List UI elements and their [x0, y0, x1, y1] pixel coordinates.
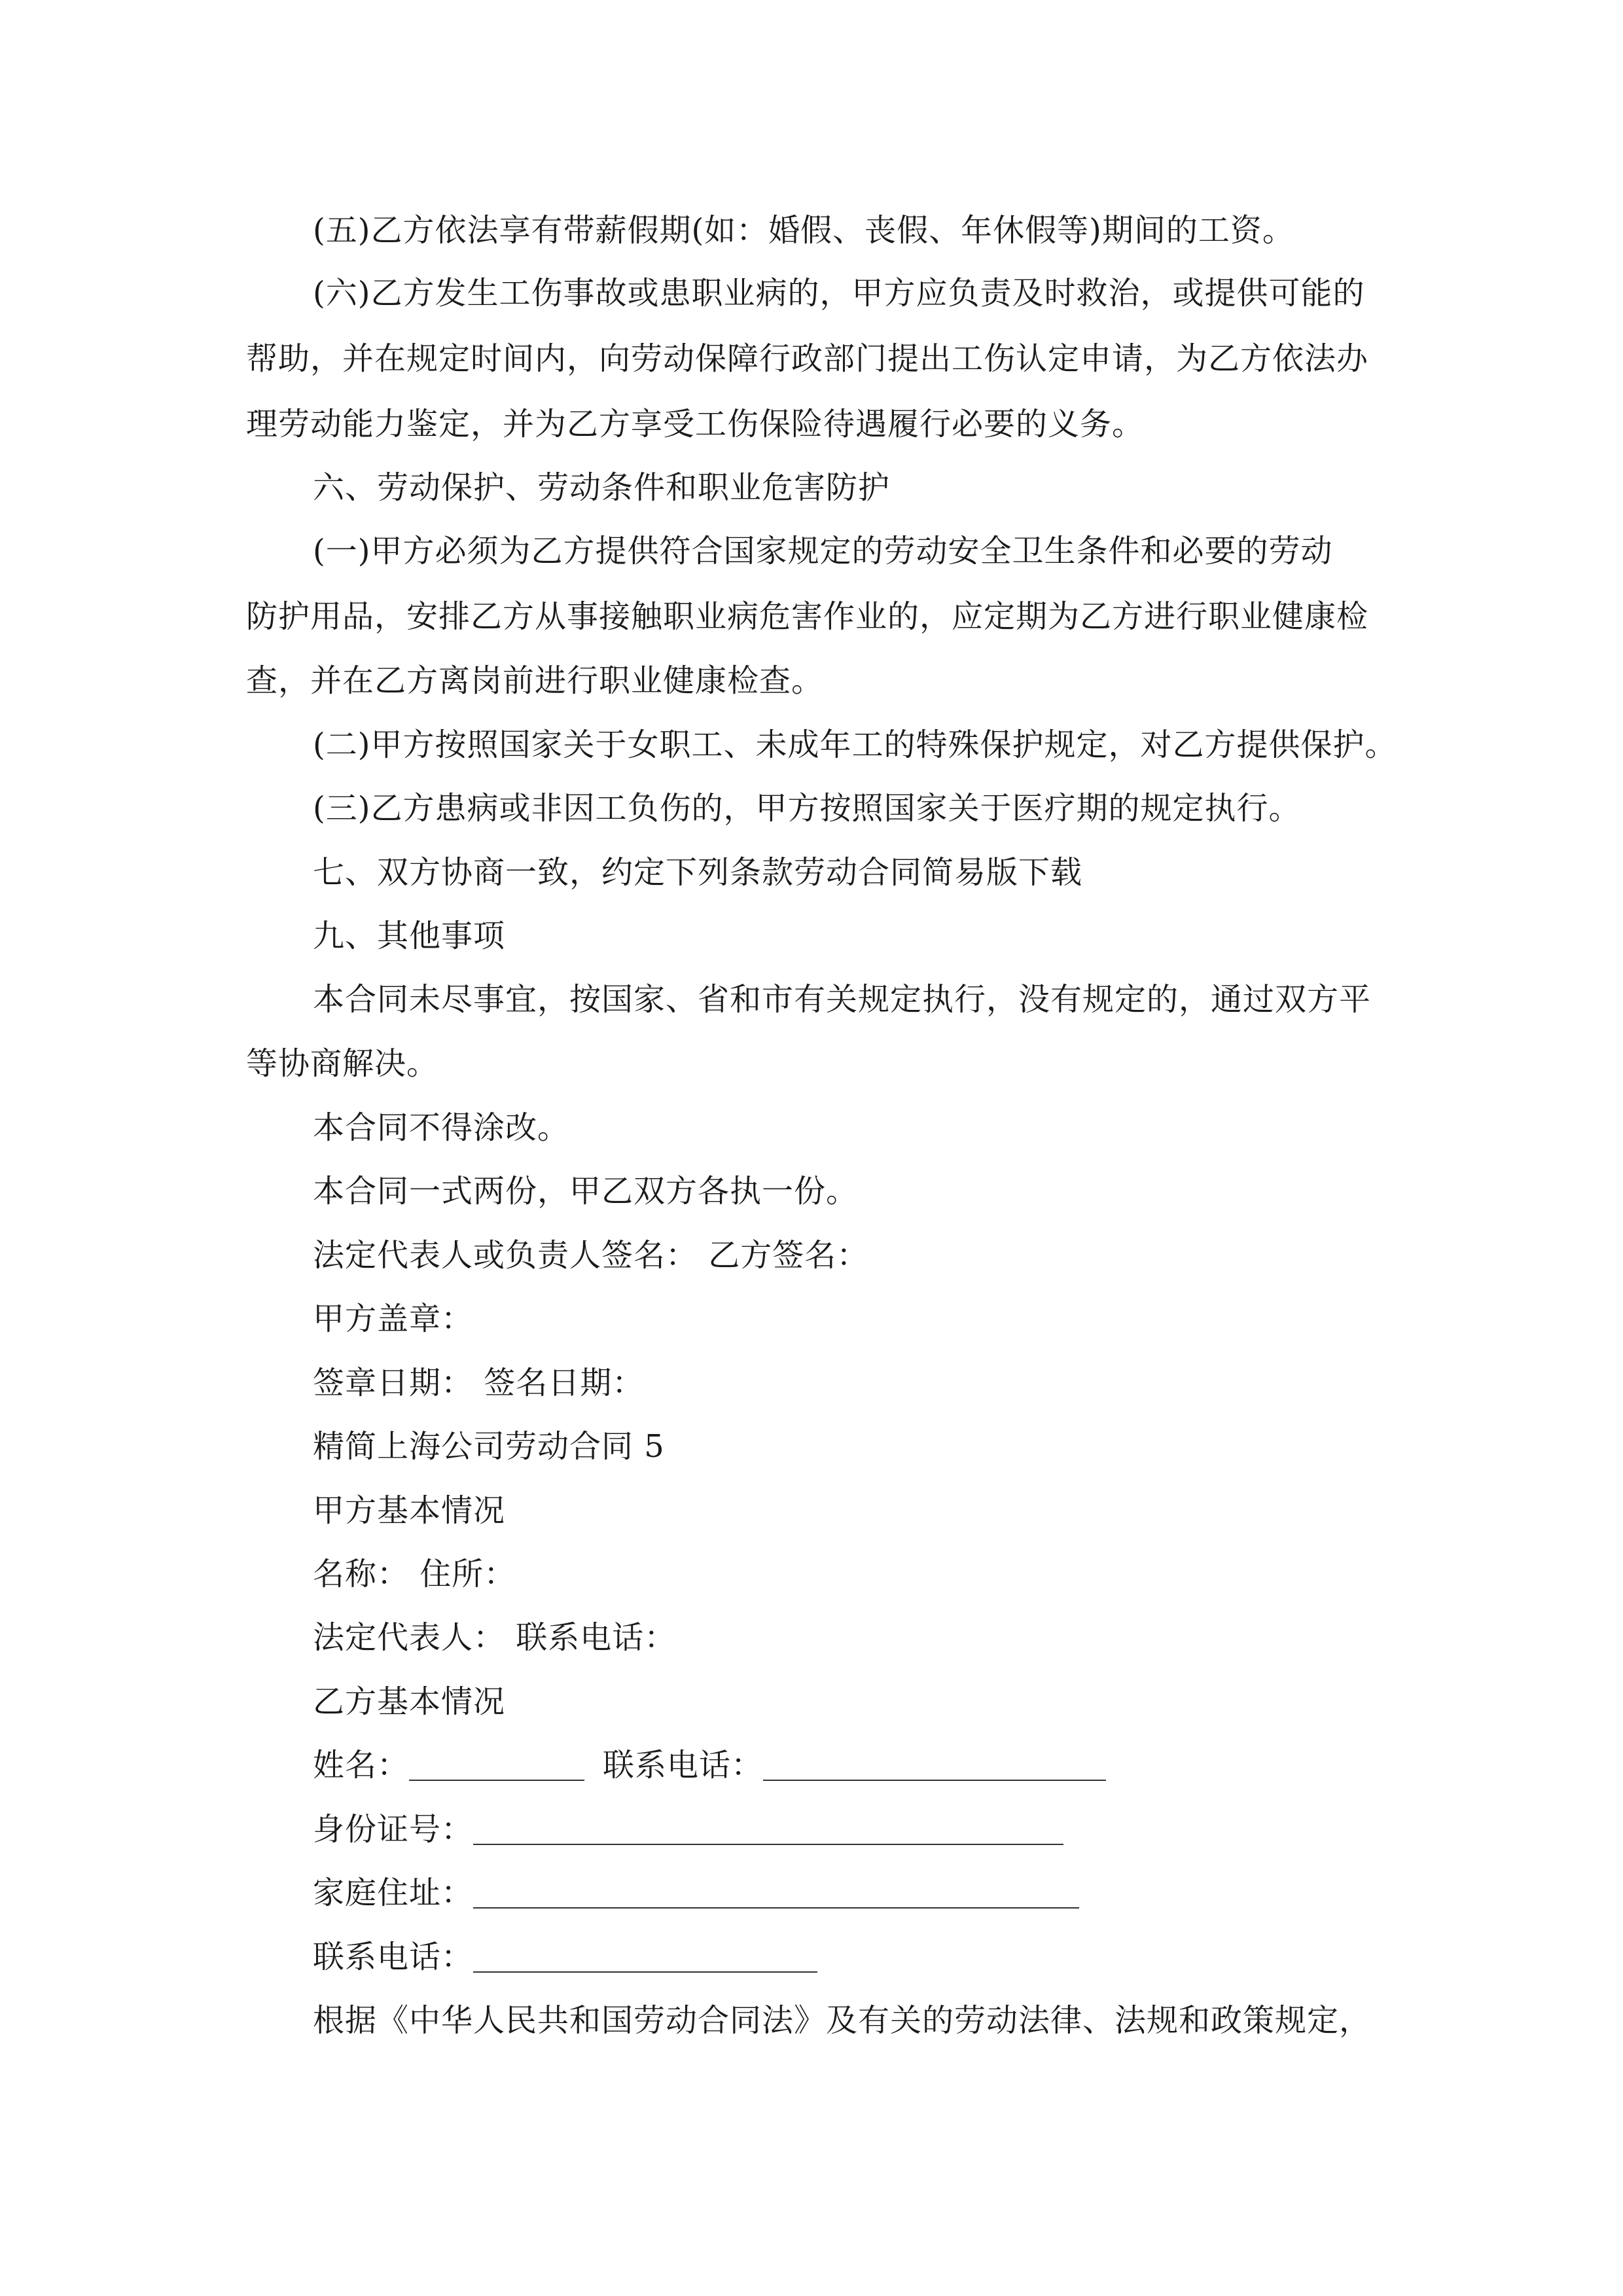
paragraph-wage-leave: (五)乙方依法享有带薪假期(如：婚假、丧假、年休假等)期间的工资。 — [313, 212, 1294, 249]
name-label: 姓名： — [313, 1747, 410, 1784]
paragraph-sick-leave: (三)乙方患病或非因工负伤的，甲方按照国家关于医疗期的规定执行。 — [313, 790, 1301, 827]
signature-line-3: 签章日期： 签名日期： — [313, 1365, 645, 1401]
paragraph-protection-line2: 防护用品，安排乙方从事接触职业病危害作业的，应定期为乙方进行职业健康检 — [246, 598, 1369, 635]
section-heading-9: 九、其他事项 — [313, 918, 506, 954]
contract-title-5: 精简上海公司劳动合同 5 — [313, 1428, 665, 1465]
paragraph-other-line1: 本合同未尽事宜，按国家、省和市有关规定执行，没有规定的，通过双方平 — [313, 981, 1372, 1018]
section-heading-6: 六、劳动保护、劳动条件和职业危害防护 — [313, 469, 891, 506]
name-blank[interactable] — [409, 1749, 584, 1781]
party-b-name-phone-row — [313, 1746, 1106, 1785]
party-b-heading: 乙方基本情况 — [313, 1683, 506, 1720]
party-b-id-row — [313, 1810, 1063, 1849]
paragraph-injury-line2: 帮助，并在规定时间内，向劳动保障行政部门提出工伤认定申请，为乙方依法办 — [246, 340, 1369, 377]
paragraph-no-alteration: 本合同不得涂改。 — [313, 1109, 570, 1146]
paragraph-copies: 本合同一式两份，甲乙双方各执一份。 — [313, 1173, 859, 1210]
address-label: 家庭住址： — [313, 1874, 474, 1911]
party-b-contact-row — [313, 1937, 817, 1977]
contact-blank[interactable] — [473, 1941, 817, 1973]
contact-label: 联系电话： — [313, 1939, 474, 1975]
address-blank[interactable] — [473, 1877, 1079, 1909]
id-label: 身份证号： — [313, 1811, 474, 1848]
paragraph-female-protection: (二)甲方按照国家关于女职工、未成年工的特殊保护规定，对乙方提供保护。 — [313, 726, 1397, 763]
signature-line-2: 甲方盖章： — [313, 1300, 474, 1337]
paragraph-injury-line3: 理劳动能力鉴定，并为乙方享受工伤保险待遇履行必要的义务。 — [246, 406, 1145, 442]
party-a-heading: 甲方基本情况 — [313, 1492, 506, 1529]
phone-label: 联系电话： — [603, 1747, 764, 1784]
paragraph-legal-basis: 根据《中华人民共和国劳动合同法》及有关的劳动法律、法规和政策规定， — [313, 2002, 1372, 2039]
party-a-representative: 法定代表人： 联系电话： — [313, 1619, 677, 1656]
paragraph-injury-line1: (六)乙方发生工伤事故或患职业病的，甲方应负责及时救治，或提供可能的 — [313, 275, 1365, 312]
paragraph-other-line2: 等协商解决。 — [246, 1045, 439, 1082]
paragraph-protection-line3: 查，并在乙方离岗前进行职业健康检查。 — [246, 662, 824, 699]
party-a-name-address: 名称： 住所： — [313, 1556, 516, 1592]
section-heading-7: 七、双方协商一致，约定下列条款劳动合同简易版下载 — [313, 854, 1083, 891]
id-blank[interactable] — [473, 1814, 1063, 1845]
phone-blank[interactable] — [763, 1749, 1106, 1781]
signature-line-1: 法定代表人或负责人签名： 乙方签名： — [313, 1237, 869, 1274]
paragraph-protection-line1: (一)甲方必须为乙方提供符合国家规定的劳动安全卫生条件和必要的劳动 — [313, 533, 1333, 569]
party-b-address-row — [313, 1873, 1079, 1912]
